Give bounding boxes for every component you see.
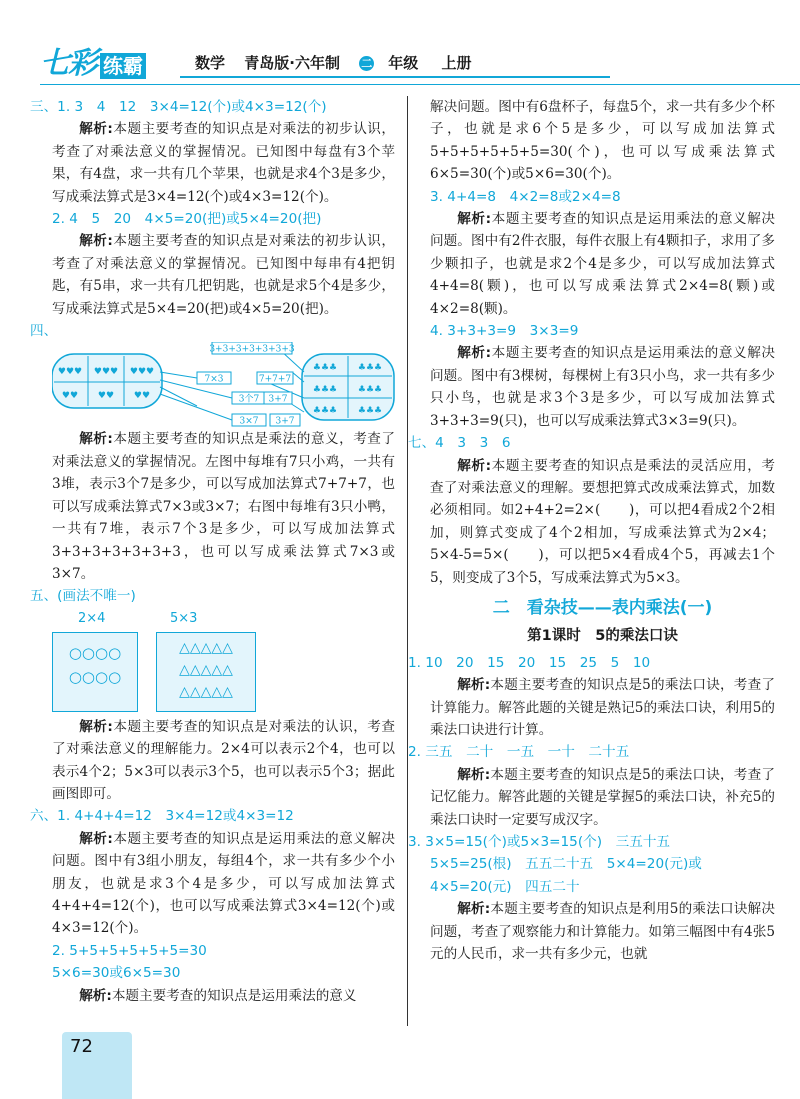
explanation-label: 解析 (457, 766, 485, 783)
subject: 数学 (195, 54, 226, 72)
answer-line: 六、1. 4+4+4=12 3×4=12或4×3=12 (30, 808, 294, 825)
box-label: 3+7 (275, 416, 295, 427)
matching-diagram (52, 342, 397, 428)
chapter-title: 二 看杂技——表内乘法(一) (492, 597, 713, 618)
svg-text:♣♣♣: ♣♣♣ (357, 406, 383, 417)
answer-line: 2. 三五 二十 一五 一十 二十五 (408, 744, 630, 761)
explanation-label: 解析 (457, 345, 486, 362)
answer-line: 2. 5+5+5+5+5+5=30 (52, 942, 207, 959)
left-column (30, 96, 396, 1007)
section-5-label: 五、(画法不唯一) (30, 588, 136, 605)
explanation-label: 解析 (457, 457, 486, 474)
box-label: 3+3+3+3+3+3+3 (209, 344, 295, 355)
explanation-text: 本题主要考查的知识点是对乘法的初步认识，考查了对乘法意义的掌握情况。已知图中每串有4把钥匙，有5串，求一共有几把钥匙，也就是求5个4是多少，写成乘法算式是5×4=20(把)或4×5=20(把)。 (52, 233, 396, 317)
answer-line: 3. 4+4=8 4×2=8或2×4=8 (430, 188, 621, 205)
explanation-text: 本题主要考查的知识点是运用乘法的意义解决问题。图中有3组小朋友，每组4个，求一共有多少个小朋友，也就是求3个4是多少，可以写成加法算式4+4+4=12(个)，也可以写成乘法算式3×4=12(个)或4×3=12(个)。 (52, 830, 396, 937)
explanation-text: 本题主要考查的知识点是运用乘法的意义解决问题。图中有2件衣服，每件衣服上有4颗扣子，求用了多少颗扣子，也就是求2个4是多少，可以写成加法算式4+4=8(颗)，也可以写成乘法算式2×4=8(颗)或4×2=8(颗)。 (430, 211, 776, 317)
answer-line: 2. 4 5 20 4×5=20(把)或5×4=20(把) (52, 211, 322, 228)
edition: 青岛版·六年制 (244, 54, 340, 72)
page-number-tab (62, 1062, 132, 1099)
page-number: 72 (62, 1032, 132, 1062)
answer-line: 七、4 3 3 6 (408, 435, 511, 452)
explanation-text: 本题主要考查的知识点是运用乘法的意义 (111, 987, 357, 1004)
svg-text:♣♣♣: ♣♣♣ (312, 363, 338, 374)
answer-line: 5×6=30或6×5=30 (52, 965, 181, 982)
triangle-row: △△△△△ (179, 639, 233, 656)
explanation: 解析:本题主要考查的知识点是乘法的灵活应用，考查了对乘法意义的理解。要想把算式改成乘法算式，加数必须相同。如2+4+2=2×( )，可以把4看成2个2相加，则算式变成了4个2相加，写成乘法算式为2×4；5×4-5=5×( )，可以把5×4看成4个5，再减去1个5，则变成了3个5，写成乘法算式为5×3。 (430, 457, 776, 586)
explanation: 解析:本题主要考查的知识点是对乘法的初步认识，考查了对乘法意义的掌握情况。已知图中每盘有3个苹果，有4盘，求一共有几个苹果，也就是求4个3是多少，写成乘法算式是3×4=12(个)或4×3=12(个)。 (52, 121, 396, 205)
explanation: 解析:本题主要考查的知识点是运用乘法的意义解决问题。图中有3棵树，每棵树上有3只小鸟，求一共有多少只小鸟，也就是求3个3是多少，可以写成加法算式3+3+3=9(只)，也可以写成乘法算式3×3=9(只)。 (430, 345, 776, 429)
grade-mark: 二 (361, 57, 373, 70)
explanation-text: 本题主要考查的知识点是5的乘法口诀，考查了记忆能力。解答此题的关键是掌握5的乘法口诀，补充5的乘法口诀时一定要写成汉字。 (430, 766, 775, 828)
circle-row: ○○○○ (68, 643, 122, 662)
explanation-text: 本题主要考查的知识点是运用乘法的意义解决问题。图中有3棵树，每棵树上有3只小鸟，求一共有多少只小鸟，也就是求3个3是多少，可以写成加法算式3+3+3=9(只)，也可以写成乘法算式3×3=9(只)。 (430, 345, 776, 429)
svg-text:♥♥♥: ♥♥♥ (93, 367, 119, 378)
box-label: 3个7 (238, 394, 260, 405)
explanation-text: 本题主要考查的知识点是5的乘法口诀，考查了计算能力。解答此题的关键是熟记5的乘法口诀，利用5的乘法口诀进行计算。 (430, 677, 775, 738)
answer-line: 三、1. 3 4 12 3×4=12(个)或4×3=12(个) (30, 99, 327, 115)
explanation: 解析:本题主要考查的知识点是对乘法的认识，考查了对乘法意义的理解能力。2×4可以表示2个4，也可以表示4个2；5×3可以表示3个5，也可以表示5个3；据此画图即可。 (52, 718, 396, 802)
explanation-label: 解析 (79, 233, 108, 250)
section-4-label: 四、 (30, 323, 58, 340)
answer-line: 4. 3+3+3=9 3×3=9 (430, 323, 579, 340)
right-column (408, 96, 776, 965)
explanation-label: 解析 (79, 718, 108, 735)
explanation-label: 解析 (79, 987, 107, 1004)
page-header (0, 0, 800, 92)
svg-text:♥♥: ♥♥ (133, 391, 151, 402)
explanation-label: 解析 (457, 211, 486, 228)
explanation: 解析:本题主要考查的知识点是利用5的乘法口诀解决问题，考查了观察能力和计算能力。如第三幅图中有4张5元的人民币，求一共有多少元，也就 (430, 901, 775, 963)
explanation-label: 解析 (457, 677, 485, 694)
header-rule-2 (40, 84, 800, 85)
drawing-figure (52, 608, 395, 716)
box-label: 7×3 (204, 374, 224, 385)
explanation: 解析:本题主要考查的知识点是运用乘法的意义解决问题。图中有3组小朋友，每组4个，求一共有多少个小朋友，也就是求3个4是多少，可以写成加法算式4+4+4=12(个)，也可以写成乘法算式3×4=12(个)或4×3=12(个)。 (52, 830, 396, 937)
grade: 年级 (388, 54, 419, 72)
svg-text:♣♣♣: ♣♣♣ (312, 406, 338, 417)
svg-text:♣♣♣: ♣♣♣ (312, 385, 338, 396)
svg-text:♥♥♥: ♥♥♥ (57, 367, 83, 378)
explanation-text: 本题主要考查的知识点是对乘法的初步认识，考查了对乘法意义的掌握情况。已知图中每盘有3个苹果，有4盘，求一共有几个苹果，也就是求4个3是多少，写成乘法算式是3×4=12(个)或4×3=12(个)。 (52, 121, 396, 205)
circles-box (52, 632, 138, 712)
left-drawing-label: 2×4 (78, 610, 106, 626)
triangle-row: △△△△△ (179, 683, 233, 700)
volume: 上册 (441, 54, 472, 72)
explanation: 解析:本题主要考查的知识点是5的乘法口诀，考查了计算能力。解答此题的关键是熟记5的乘法口诀，利用5的乘法口诀进行计算。 (430, 677, 775, 738)
explanation-text: 本题主要考查的知识点是利用5的乘法口诀解决问题，考查了观察能力和计算能力。如第三幅图中有4张5元的人民币，求一共有多少元，也就 (430, 901, 775, 963)
explanation: 解析:本题主要考查的知识点是乘法的意义，考查了对乘法意义的掌握情况。左图中每堆有7只小鸡，一共有3堆，表示3个7是多少，可以写成加法算式7+7+7，也可以写成乘法算式7×3或3×7；右图中每堆有3只小鸭，一共有7堆，表示7个3是多少，可以写成加法算式3+3+3+3+3+3+3，也可以写成乘法算式7×3或3×7。 (52, 431, 396, 582)
explanation: 解析:本题主要考查的知识点是运用乘法的意义解决问题。图中有2件衣服，每件衣服上有4颗扣子，求用了多少颗扣子，也就是求2个4是多少，可以写成加法算式4+4=8(颗)，也可以写成乘法算式2×4=8(颗)或4×2=8(颗)。 (430, 211, 776, 317)
right-drawing-label: 5×3 (170, 610, 198, 626)
explanation: 解析:本题主要考查的知识点是运用乘法的意义 (79, 987, 357, 1004)
column-divider (407, 96, 408, 1026)
box-label: 3+7 (268, 394, 288, 405)
triangle-row: △△△△△ (179, 661, 233, 678)
logo-sub-text: 练霸 (100, 53, 146, 79)
svg-text:♥♥♥: ♥♥♥ (129, 367, 155, 378)
circle-row: ○○○○ (68, 667, 122, 686)
paragraph: 解决问题。图中有6盘杯子，每盘5个，求一共有多少个杯子，也就是求6个5是多少，可以写成加法算式5+5+5+5+5+5=30(个)，也可以写成乘法算式6×5=30(个)或5×6=30(个)。 (430, 99, 775, 183)
answer-line: 4×5=20(元) 四五二十 (430, 878, 580, 895)
explanation-label: 解析 (79, 830, 108, 847)
svg-text:♣♣♣: ♣♣♣ (357, 363, 383, 374)
lesson-title: 第1课时 5的乘法口诀 (527, 628, 678, 645)
book-info (195, 52, 485, 73)
explanation-text: 本题主要考查的知识点是乘法的灵活应用，考查了对乘法意义的理解。要想把算式改成乘法算式，加数必须相同。如2+4+2=2×( )，可以把4看成2个2相加，则算式变成了4个2相加，写成乘法算式为2×4；5×4-5=5×( )，可以把5×4看成4个5，再减去1个5，则变成了3个5，写成乘法算式为5×3。 (430, 457, 776, 586)
box-label: 7+7+7 (258, 374, 292, 385)
matching-figure (52, 342, 395, 428)
header-rule (180, 76, 610, 78)
svg-text:♥♥: ♥♥ (61, 391, 79, 402)
explanation-label: 解析 (79, 121, 108, 138)
brand-logo (40, 38, 146, 82)
answer-line: 5×5=25(根) 五五二十五 5×4=20(元)或 (430, 856, 702, 873)
explanation-label: 解析 (457, 901, 485, 918)
explanation-label: 解析 (79, 431, 108, 448)
explanation: 解析:本题主要考查的知识点是对乘法的初步认识，考查了对乘法意义的掌握情况。已知图中每串有4把钥匙，有5串，求一共有几把钥匙，也就是求5个4是多少，写成乘法算式是5×4=20(把)或4×5=20(把)。 (52, 233, 396, 317)
logo-main-text: 七彩 (40, 46, 96, 81)
answer-line: 1. 10 20 15 20 15 25 5 10 (408, 654, 651, 671)
svg-text:♣♣♣: ♣♣♣ (357, 385, 383, 396)
explanation-text: 本题主要考查的知识点是对乘法的认识，考查了对乘法意义的理解能力。2×4可以表示2个4，也可以表示4个2；5×3可以表示3个5，也可以表示5个3；据此画图即可。 (52, 718, 396, 802)
triangles-box (156, 632, 256, 712)
box-label: 3×7 (239, 416, 259, 427)
svg-text:♥♥: ♥♥ (97, 391, 115, 402)
explanation: 解析:本题主要考查的知识点是5的乘法口诀，考查了记忆能力。解答此题的关键是掌握5的乘法口诀，补充5的乘法口诀时一定要写成汉字。 (430, 766, 775, 828)
explanation-text: 本题主要考查的知识点是乘法的意义，考查了对乘法意义的掌握情况。左图中每堆有7只小鸡，一共有3堆，表示3个7是多少，可以写成加法算式7+7+7，也可以写成乘法算式7×3或3×7；右图中每堆有3只小鸭，一共有7堆，表示7个3是多少，可以写成加法算式3+3+3+3+3+3+3，也可以写成乘法算式7×3或3×7。 (52, 431, 396, 582)
answer-line: 3. 3×5=15(个)或5×3=15(个) 三五十五 (408, 834, 671, 850)
